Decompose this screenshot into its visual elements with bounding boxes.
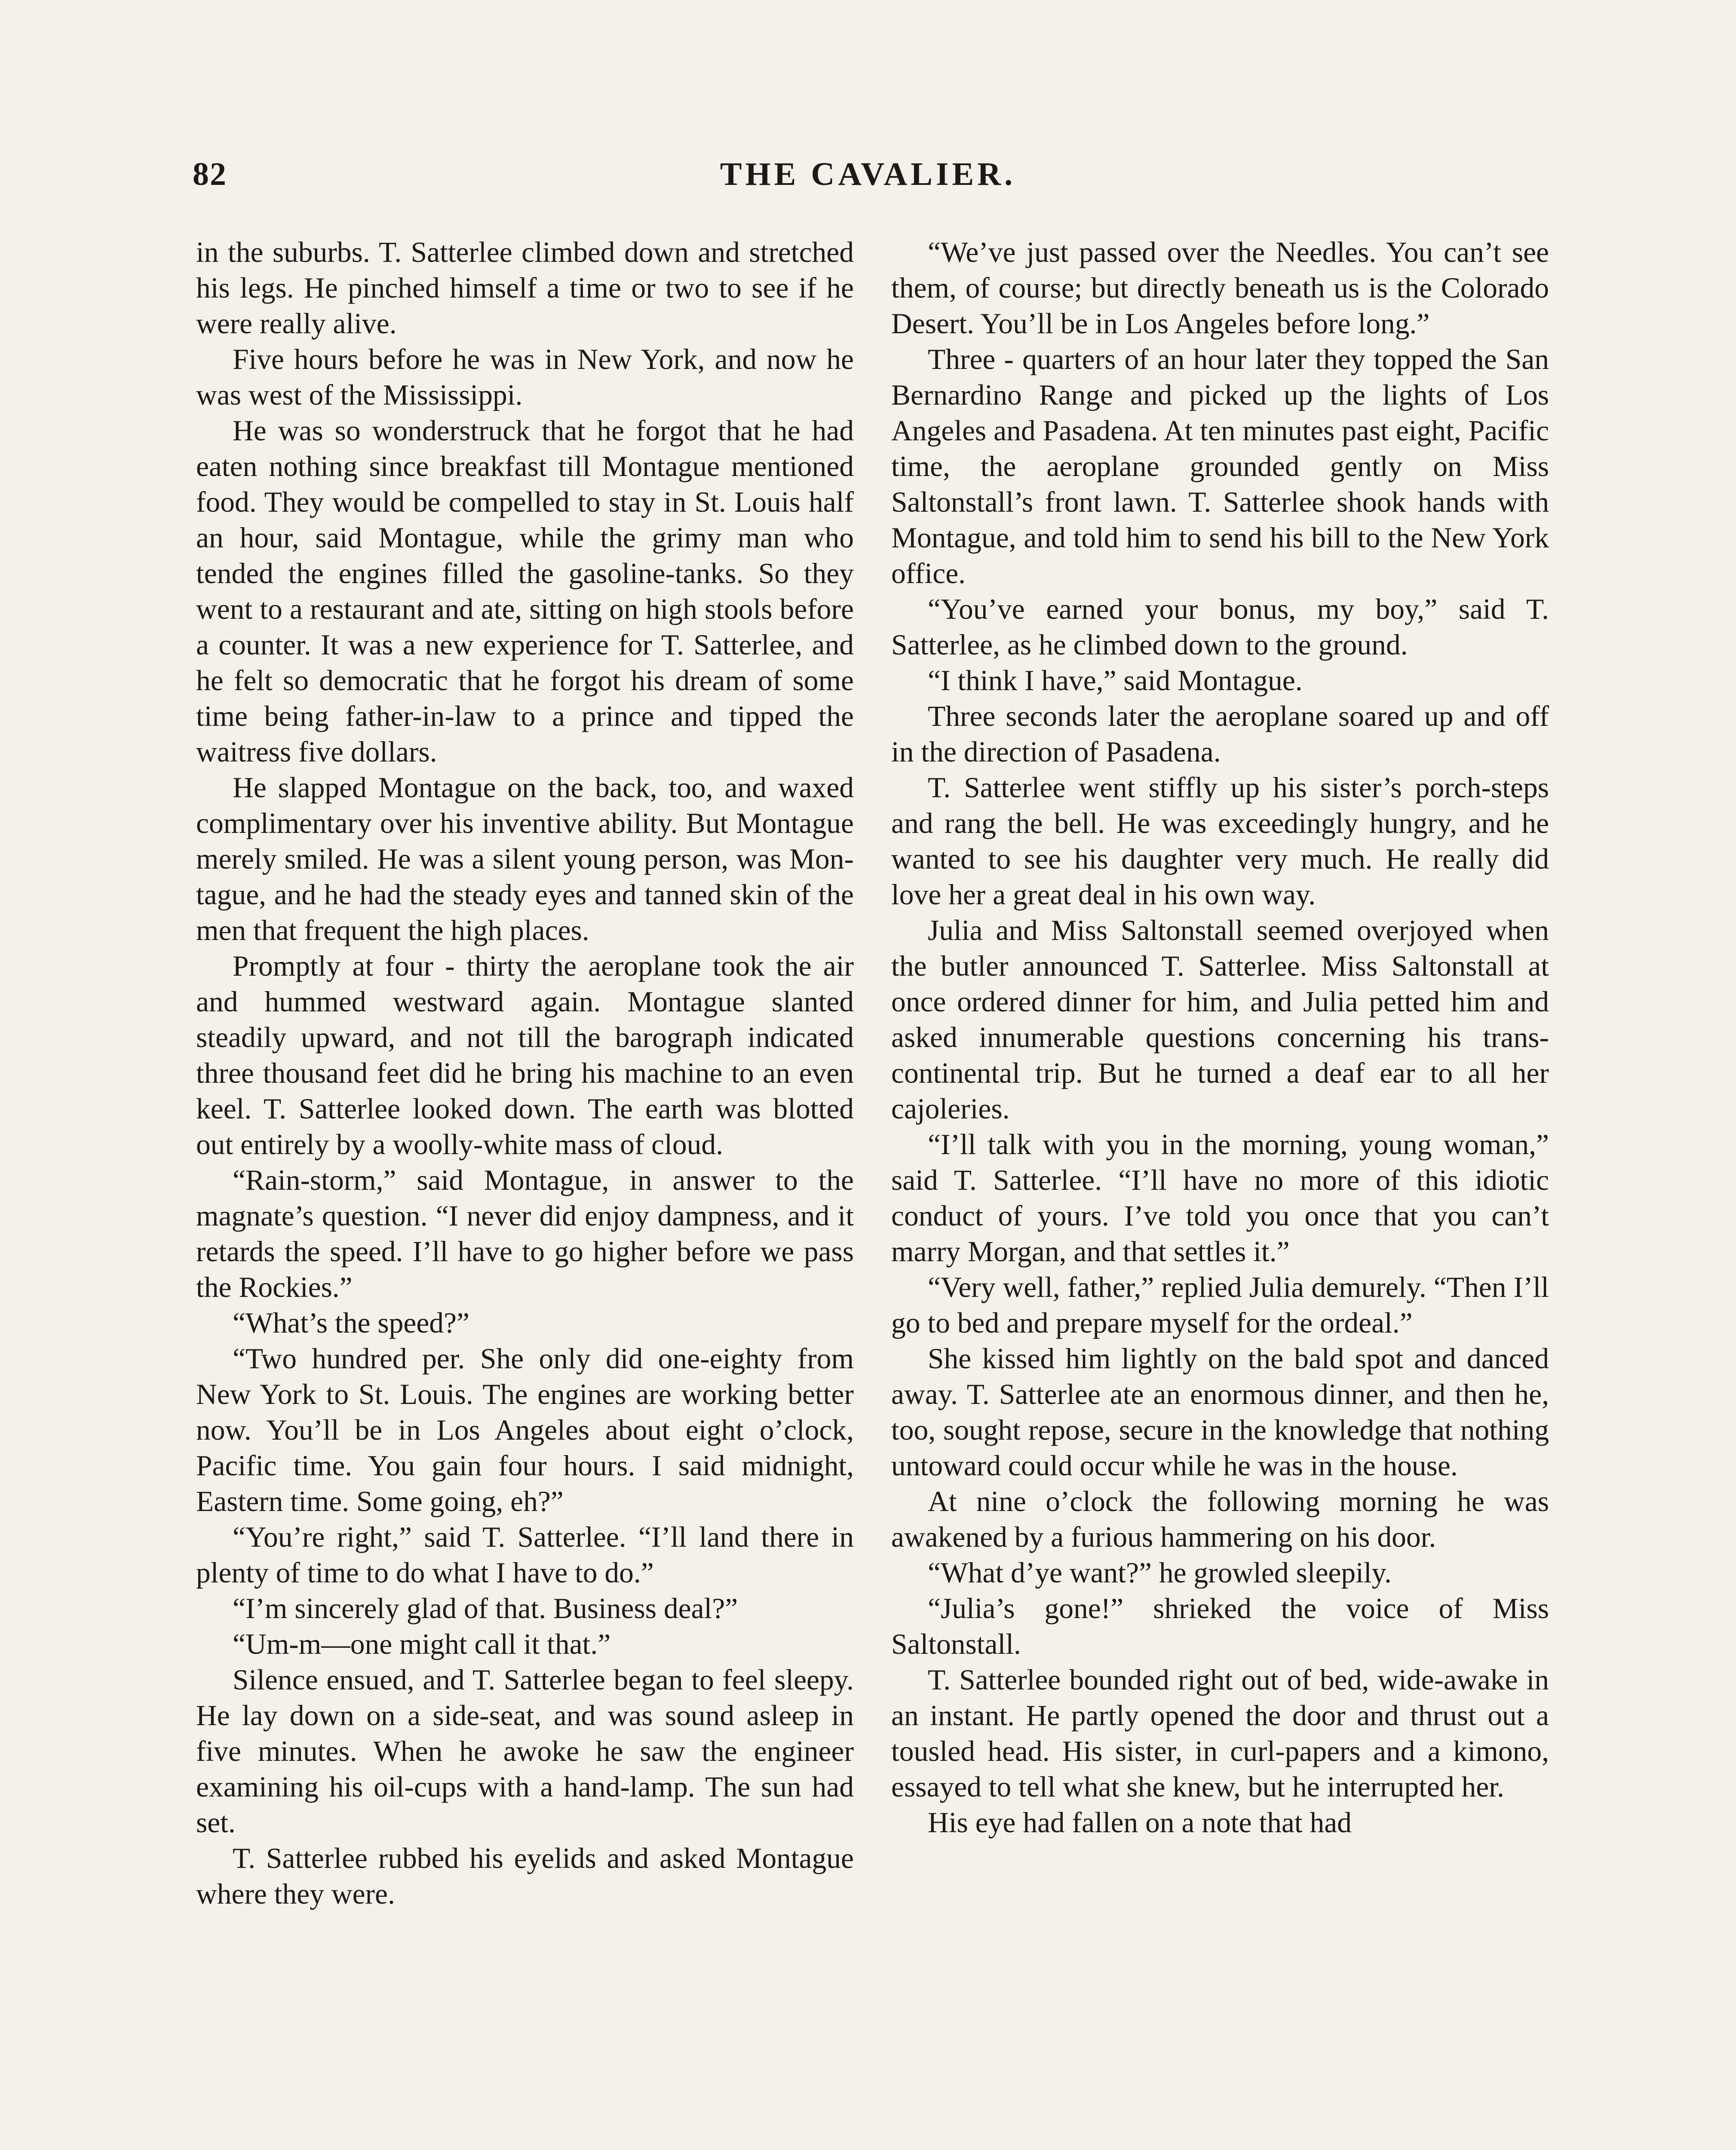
paragraph: Promptly at four - thirty the aeroplane took the air and hummed westward again. Montague slanted steadily upward, and not till the barograph indicated three thousand feet did he bring his machine to an even keel. T. Satterlee looked down. The earth was blotted out entirely by a woolly-white mass of cloud. — [196, 950, 854, 1161]
paragraph: “You’re right,” said T. Satterlee. “I’ll land there in plenty of time to do what I have to do.” — [196, 1521, 854, 1589]
paragraph: At nine o’clock the following morning he was awakened by a furious hammering on his door. — [891, 1485, 1549, 1553]
paragraph: “Very well, father,” replied Julia demurely. “Then I’ll go to bed and prepare myself for the ordeal.” — [891, 1271, 1549, 1339]
paragraph: “What’s the speed?” — [233, 1307, 469, 1339]
paragraph: “Julia’s gone!” shrieked the voice of Miss Saltonstall. — [891, 1592, 1549, 1660]
paragraph: in the suburbs. T. Satterlee climbed down and stretched his legs. He pinched himself a time or two to see if he were really alive. — [196, 236, 854, 340]
paragraph: “I think I have,” said Montague. — [928, 664, 1303, 697]
paragraph: “We’ve just passed over the Needles. You can’t see them, of course; but directly beneath us is the Colorado Desert. You’ll be in Los Angeles before long.” — [891, 236, 1549, 340]
paragraph: He was so wonderstruck that he forgot that he had eaten nothing since breakfast till Montague mentioned food. They would be compelled to stay in St. Louis half an hour, said Montague, while the grimy man who tended the engines filled the gasoline-tanks. So they went to a restaurant and ate, sitting on high stools before a counter. It was a new experience for T. Satterlee, and he felt so democratic that he forgot his dream of some time being father-in-law to a prince and tipped the waitress five dollars. — [196, 415, 854, 768]
paragraph: Julia and Miss Saltonstall seemed overjoyed when the butler announced T. Satterlee. Miss Saltonstall at once ordered dinner for him, and Julia petted him and asked innumerable questions concerning his transcontinental trip. But he turned a deaf ear to all her cajoleries. — [891, 914, 1549, 1125]
paragraph: “I’ll talk with you in the morning, young woman,” said T. Satterlee. “I’ll have no more of this idiotic conduct of yours. I’ve told you once that you can’t marry Morgan, and that settles it.” — [891, 1128, 1549, 1268]
paragraph: “What d’ye want?” he growled sleepily. — [928, 1557, 1392, 1589]
paragraph: “You’ve earned your bonus, my boy,” said T. Satterlee, as he climbed down to the ground. — [891, 593, 1549, 661]
running-head-title: THE CAVALIER. — [720, 156, 1016, 192]
paragraph: She kissed him lightly on the bald spot and danced away. T. Satterlee ate an enormous dinner, and then he, too, sought repose, secure in the knowledge that nothing untoward could occur while he was in the house. — [891, 1342, 1549, 1482]
paragraph: Five hours before he was in New York, and now he was west of the Mississippi. — [196, 343, 854, 411]
paragraph: T. Satterlee bounded right out of bed, wide-awake in an instant. He partly opened the door and thrust out a tousled head. His sister, in curl-papers and a kimono, essayed to tell what she knew, but he interrupted her. — [891, 1664, 1549, 1803]
paragraph: His eye had fallen on a note that had — [928, 1806, 1352, 1839]
paragraph: “I’m sincerely glad of that. Business deal?” — [233, 1592, 738, 1625]
paragraph: T. Satterlee rubbed his eyelids and asked Montague where they were. — [196, 1842, 854, 1910]
paragraph: T. Satterlee went stiffly up his sister’s porch-steps and rang the bell. He was exceedingly hungry, and he wanted to see his daughter very much. He really did love her a great deal in his own way. — [891, 771, 1549, 911]
left-column — [196, 234, 854, 1912]
paragraph: “Two hundred per. She only did one-eighty from New York to St. Louis. The engines are working better now. You’ll be in Los Angeles about eight o’clock, Pacific time. You gain four hours. I said midnight, Eastern time. Some going, eh?” — [196, 1342, 854, 1517]
paragraph: “Um-m—one might call it that.” — [233, 1628, 611, 1660]
paragraph: Silence ensued, and T. Satterlee began to feel sleepy. He lay down on a side-seat, and was sound asleep in five minutes. When he awoke he saw the engineer examining his oil-cups with a hand-lamp. The sun had set. — [196, 1664, 854, 1839]
right-column — [891, 234, 1549, 1840]
paragraph: He slapped Montague on the back, too, and waxed complimentary over his inventive ability. But Montague merely smiled. He was a silent young person, was Montague, and he had the steady eyes and tanned skin of the men that frequent the high places. — [196, 771, 854, 946]
paragraph: Three seconds later the aeroplane soared up and off in the direction of Pasadena. — [891, 700, 1549, 768]
paragraph: Three - quarters of an hour later they topped the San Bernardino Range and picked up the lights of Los Angeles and Pasadena. At ten minutes past eight, Pacific time, the aeroplane grounded gently on Miss Saltonstall’s front lawn. T. Satterlee shook hands with Montague, and told him to send his bill to the New York office. — [891, 343, 1549, 590]
page-number: 82 — [193, 156, 227, 192]
paragraph: “Rain-storm,” said Montague, in answer to the magnate’s question. “I never did enjoy dampness, and it retards the speed. I’ll have to go higher before we pass the Rockies.” — [196, 1164, 854, 1303]
